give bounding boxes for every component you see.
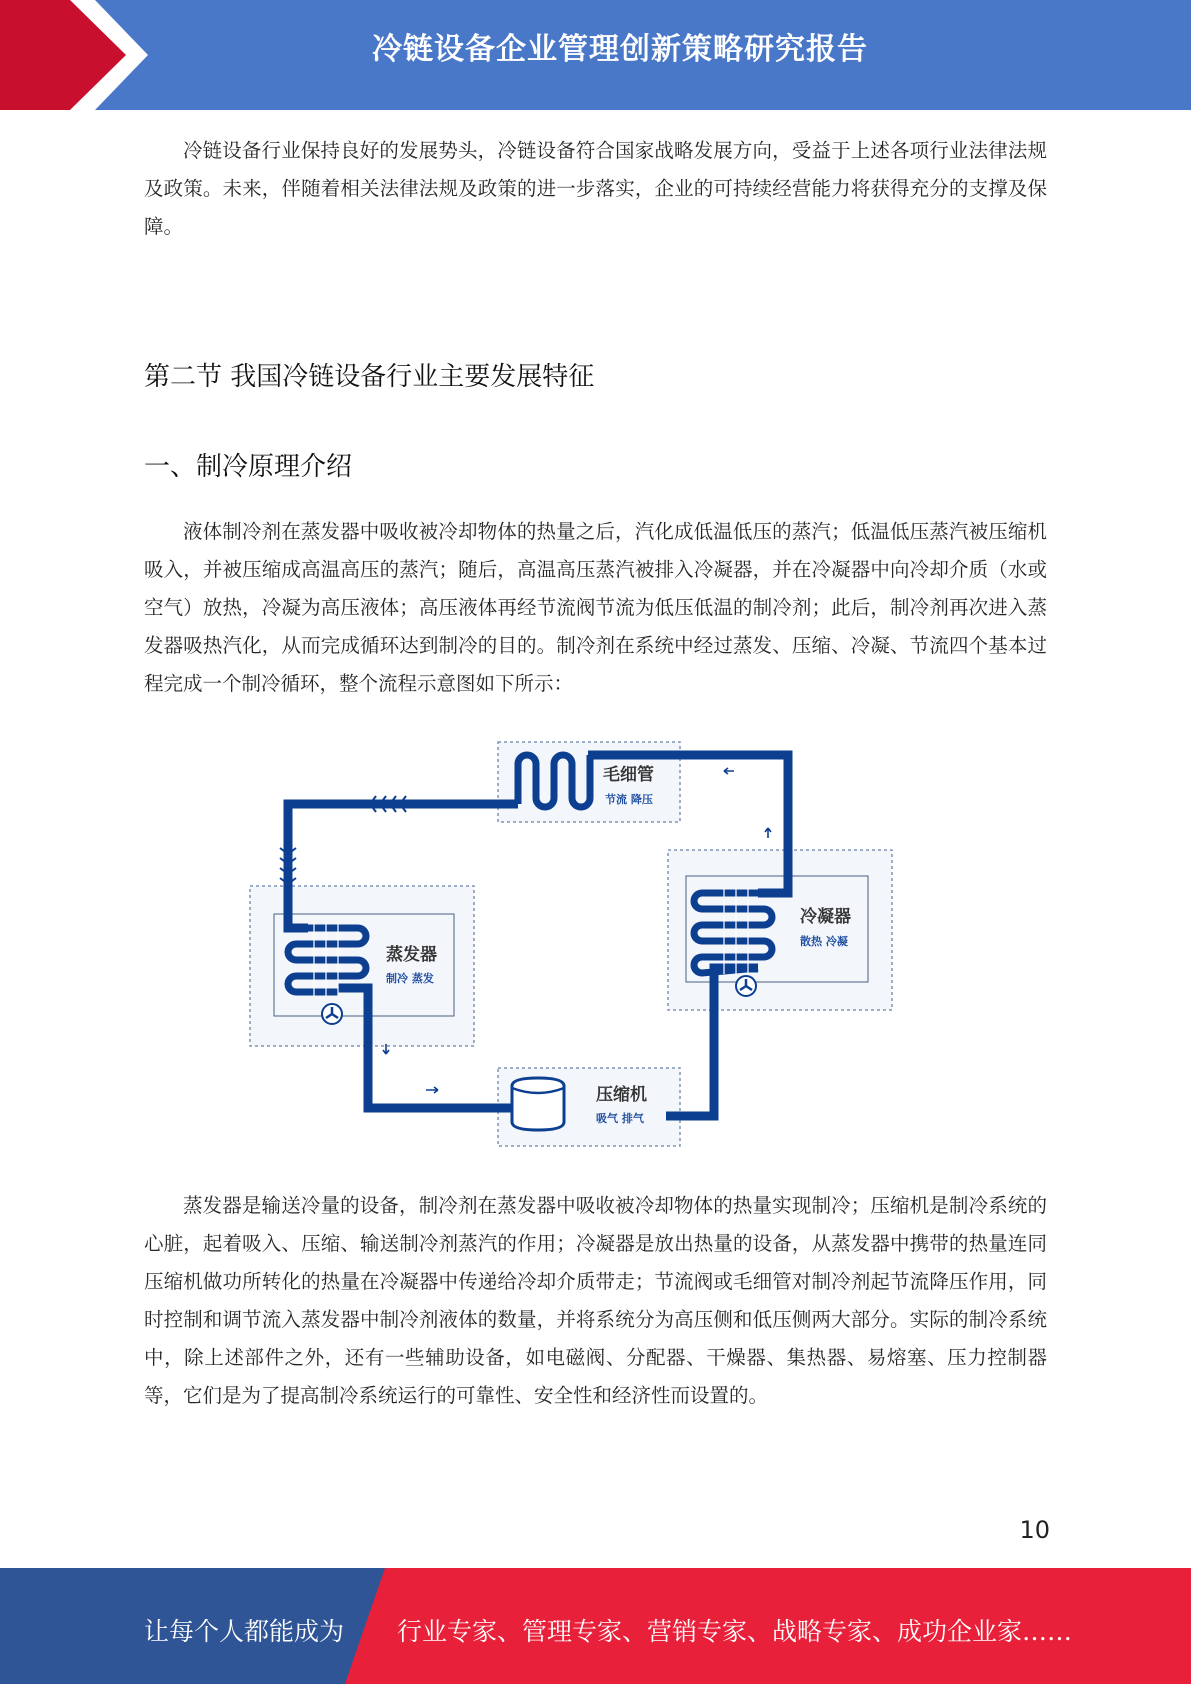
intro-block <box>144 132 1047 246</box>
condenser-box <box>668 850 892 1010</box>
footer-slogan-right: 行业专家、管理专家、营销专家、战略专家、成功企业家…… <box>397 1617 1073 1646</box>
condenser-sublabel: 散热 冷凝 <box>800 935 848 948</box>
evaporator-label: 蒸发器 <box>386 945 437 965</box>
compressor-label: 压缩机 <box>596 1085 647 1105</box>
capillary-sublabel: 节流 降压 <box>605 793 653 806</box>
refrigeration-paragraph: 液体制冷剂在蒸发器中吸收被冷却物体的热量之后，汽化成低温低压的蒸汽；低温低压蒸汽被压缩机吸入，并被压缩成高温高压的蒸汽；随后，高温高压蒸汽被排入冷凝器，并在冷凝器中向冷却介质（水或空气）放热，冷凝为高压液体；高压液体再经节流阀节流为低压低温的制冷剂；此后，制冷剂再次进入蒸发器吸热汽化，从而完成循环达到制冷的目的。制冷剂在系统中经过蒸发、压缩、冷凝、节流四个基本过程完成一个制冷循环，整个流程示意图如下所示： <box>144 520 1047 695</box>
refrigeration-block <box>144 513 1047 703</box>
condenser-fan-icon <box>736 976 756 996</box>
section-heading: 第二节 我国冷链设备行业主要发展特征 <box>144 362 595 392</box>
components-block <box>144 1187 1047 1415</box>
footer-slogan-left: 让每个人都能成为 <box>144 1617 345 1646</box>
page-number: 10 <box>1019 1516 1050 1544</box>
components-paragraph: 蒸发器是输送冷量的设备，制冷剂在蒸发器中吸收被冷却物体的热量实现制冷；压缩机是制冷系统的心脏，起着吸入、压缩、输送制冷剂蒸汽的作用；冷凝器是放出热量的设备，从蒸发器中携带的热量连同压缩机做功所转化的热量在冷凝器中传递给冷却介质带走；节流阀或毛细管对制冷剂起节流降压作用，同时控制和调节流入蒸发器中制冷剂液体的数量，并将系统分为高压侧和低压侧两大部分。实际的制冷系统中，除上述部件之外，还有一些辅助设备，如电磁阀、分配器、干燥器、集热器、易熔塞、压力控制器等，它们是为了提高制冷系统运行的可靠性、安全性和经济性而设置的。 <box>144 1194 1047 1407</box>
report-title: 冷链设备企业管理创新策略研究报告 <box>372 32 868 67</box>
evaporator-sublabel: 制冷 蒸发 <box>386 972 434 985</box>
refrigeration-cycle-diagram <box>248 738 898 1148</box>
compressor-icon <box>512 1078 564 1130</box>
subsection-heading: 一、制冷原理介绍 <box>144 452 353 482</box>
evaporator-fan-icon <box>322 1004 342 1024</box>
intro-paragraph: 冷链设备行业保持良好的发展势头，冷链设备符合国家战略发展方向，受益于上述各项行业法律法规及政策。未来，伴随着相关法律法规及政策的进一步落实，企业的可持续经营能力将获得充分的支撑及保障。 <box>144 139 1047 238</box>
compressor-sublabel: 吸气 排气 <box>596 1112 644 1125</box>
condenser-label: 冷凝器 <box>800 907 851 927</box>
page-header <box>0 0 1191 110</box>
capillary-label: 毛细管 <box>603 765 654 785</box>
flow-arrows <box>280 796 406 884</box>
